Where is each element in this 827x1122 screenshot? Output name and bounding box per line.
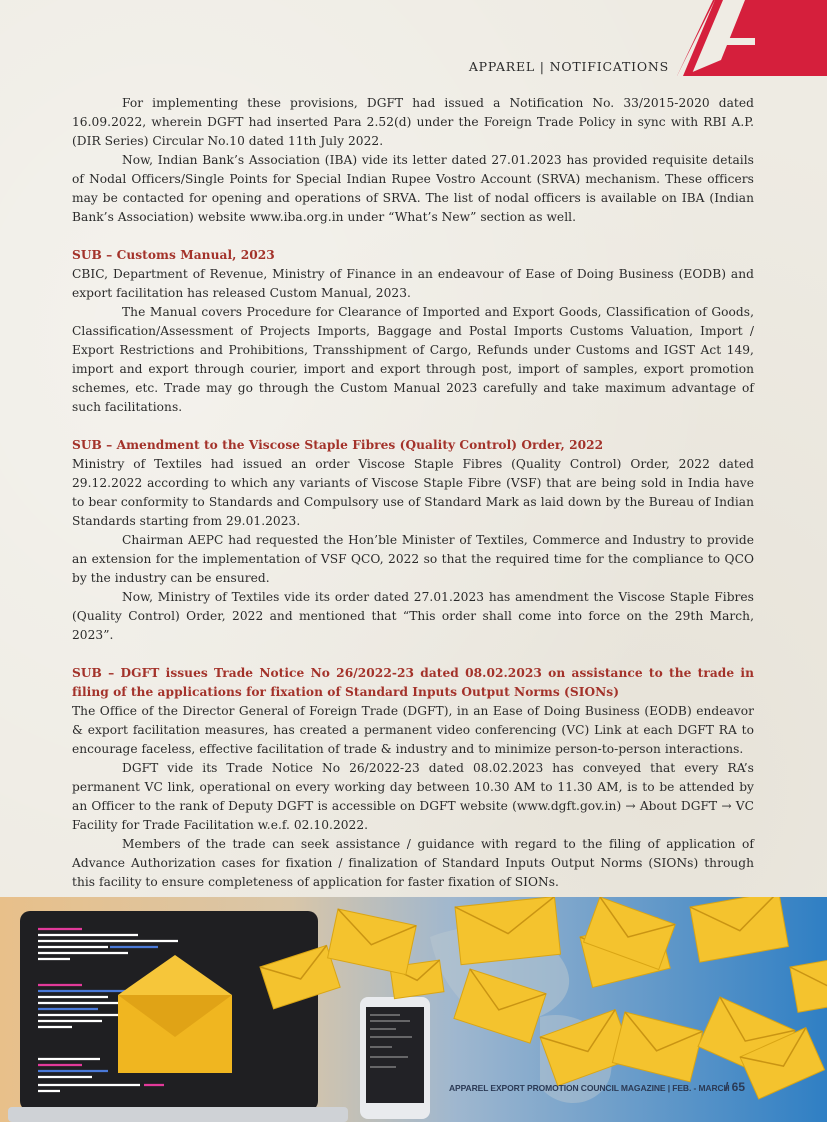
dgft-heading: SUB – DGFT issues Trade Notice No 26/2022-23 dated 08.02.2023 on assistance to the trade in filing of the applications for fixation of Standard Inputs Output Norms (SIONs)	[72, 666, 754, 699]
customs-heading: SUB – Customs Manual, 2023	[72, 248, 275, 262]
page-number: / 65	[725, 1080, 746, 1094]
brand-a-logo	[677, 0, 827, 76]
viscose-heading: SUB – Amendment to the Viscose Staple Fibres (Quality Control) Order, 2022	[72, 438, 604, 452]
viscose-paragraph-3: Now, Ministry of Textiles vide its order dated 27.01.2023 has amendment the Viscose Staple Fibres (Quality Control) Order, 2022 and mentioned that “This order shall come into force on the 29th March, 2023”.	[72, 590, 754, 642]
dgft-paragraph-2: DGFT vide its Trade Notice No 26/2022-23 dated 08.02.2023 has conveyed that every RA’s permanent VC link, operational on every working day between 10.30 AM to 11.30 AM, is to be attended by an Officer to the rank of Deputy DGFT is accessible on DGFT website (www.dgft.gov.in) → About DGFT → VC Facility for Trade Facilitation w.e.f. 02.10.2022.	[72, 761, 754, 832]
section-label: APPAREL | NOTIFICATIONS	[468, 59, 669, 74]
intro-paragraph-1: For implementing these provisions, DGFT had issued a Notification No. 33/2015-2020 dated 16.09.2022, wherein DGFT had inserted Para 2.52(d) under the Foreign Trade Policy in sync with RBI A.P. (DIR Series) Circular No.10 dated 11th July 2022.	[72, 96, 754, 148]
phone-icon	[360, 997, 430, 1119]
footer-magazine-title: APPAREL EXPORT PROMOTION COUNCIL MAGAZINE | FEB. - MARCH	[449, 1083, 730, 1093]
viscose-paragraph-1: Ministry of Textiles had issued an order Viscose Staple Fibres (Quality Control) Order, 2022 dated 29.12.2022 according to which any variants of Viscose Staple Fibre (VSF) that are being sold in India have to bear conformity to Standards and Compulsory use of Standard Mark as laid down by the Bureau of Indian Standards starting from 29.01.2023.	[72, 457, 754, 528]
dgft-paragraph-1: The Office of the Director General of Foreign Trade (DGFT), in an Ease of Doing Business (EODB) endeavor & export facilitation measures, has created a permanent video conferencing (VC) Link at each DGFT RA to encourage faceless, effective facilitation of trade & industry and to minimize person-to-person interactions.	[72, 704, 754, 756]
intro-paragraph-2: Now, Indian Bank’s Association (IBA) vide its letter dated 27.01.2023 has provided requisite details of Nodal Officers/Single Points for Special Indian Rupee Vostro Account (SRVA) mechanism. These officers may be contacted for opening and operations of SRVA. The list of nodal officers is available on IBA (Indian Bank’s Association) website www.iba.org.in under “What’s New” section as well.	[72, 153, 754, 224]
viscose-paragraph-2: Chairman AEPC had requested the Hon’ble Minister of Textiles, Commerce and Industry to provide an extension for the implementation of VSF QCO, 2022 so that the required time for the compliance to QCO by the industry can be ensured.	[72, 533, 754, 585]
customs-paragraph-1: CBIC, Department of Revenue, Ministry of Finance in an endeavour of Ease of Doing Business (EODB) and export facilitation has released Custom Manual, 2023.	[72, 267, 754, 300]
dgft-paragraph-3: Members of the trade can seek assistance / guidance with regard to the filing of application of Advance Authorization cases for fixation / finalization of Standard Inputs Output Norms (SIONs) through this facility to ensure completeness of application for faster fixation of SIONs.	[72, 837, 754, 889]
article-body	[72, 94, 754, 892]
customs-paragraph-2: The Manual covers Procedure for Clearance of Imported and Export Goods, Classification of Goods, Classification/Assessment of Projects Imports, Baggage and Postal Imports Customs Valuation, Import / Export Restrictions and Prohibitions, Transshipment of Cargo, Refunds under Customs and IGST Act 149, import and export through courier, import and export through post, import of samples, export promotion schemes, etc. Trade may go through the Custom Manual 2023 carefully and take maximum advantage of such facilitations.	[72, 305, 754, 414]
